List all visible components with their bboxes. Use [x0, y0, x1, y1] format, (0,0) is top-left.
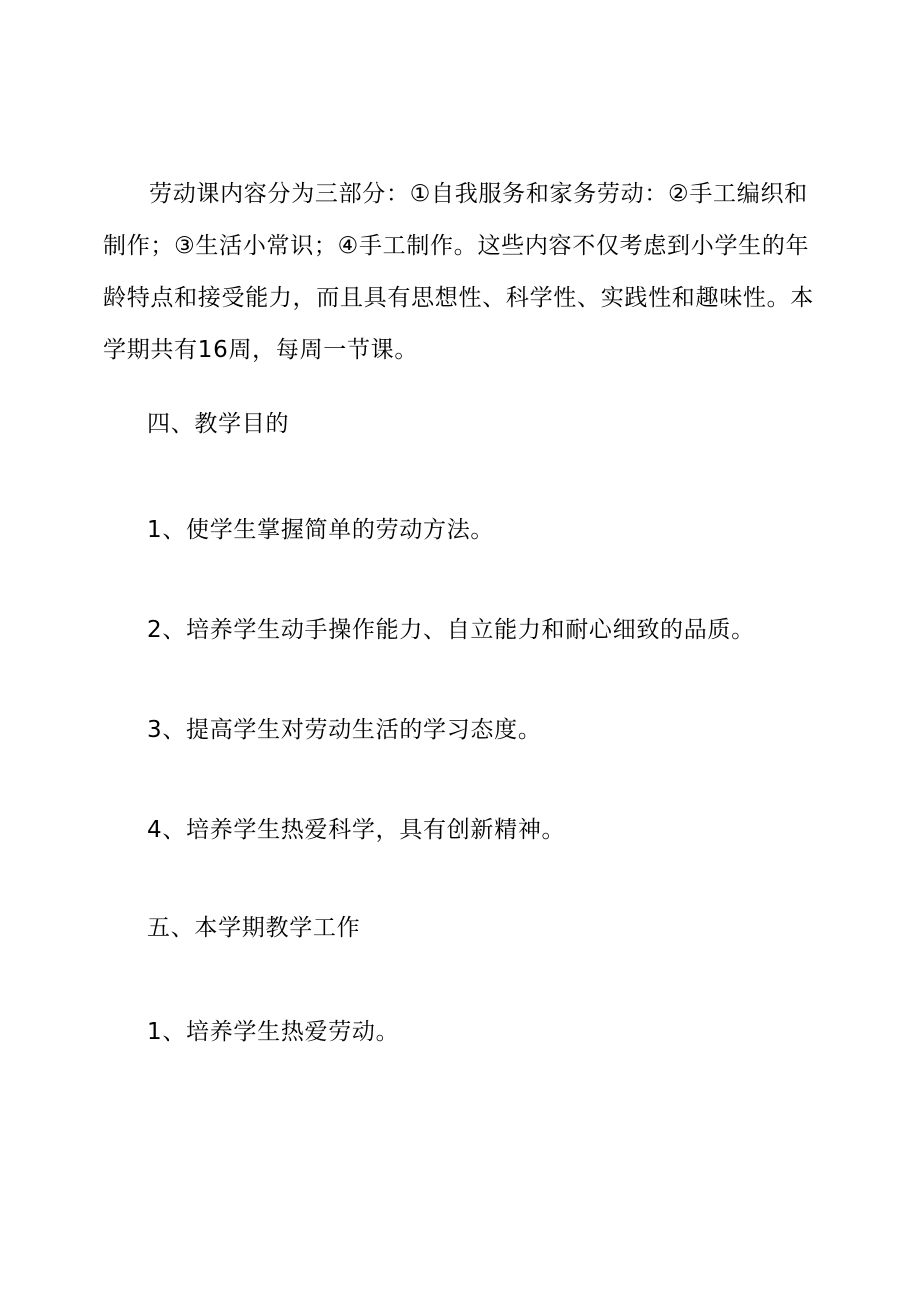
semester-work-item-1: 1、培养学生热爱劳动。: [147, 1019, 400, 1045]
objective-item-4: 4、培养学生热爱科学，具有创新精神。: [147, 817, 566, 843]
intro-paragraph: 劳动课内容分为三部分：①自我服务和家务劳动：②手工编织和制作；③生活小常识；④手工制作。这些内容不仅考虑到小学生的年龄特点和接受能力，而且具有思想性、科学性、实践性和趣味性。本学期共有16周，每周一节课。: [103, 181, 814, 363]
objective-item-1: 1、使学生掌握简单的劳动方法。: [147, 517, 495, 543]
objective-item-3: 3、提高学生对劳动生活的学习态度。: [147, 717, 542, 743]
objective-item-2: 2、培养学生动手操作能力、自立能力和耐心细致的品质。: [147, 617, 755, 643]
section-heading-semester-work: 五、本学期教学工作: [147, 915, 361, 941]
section-heading-objectives: 四、教学目的: [147, 411, 290, 437]
